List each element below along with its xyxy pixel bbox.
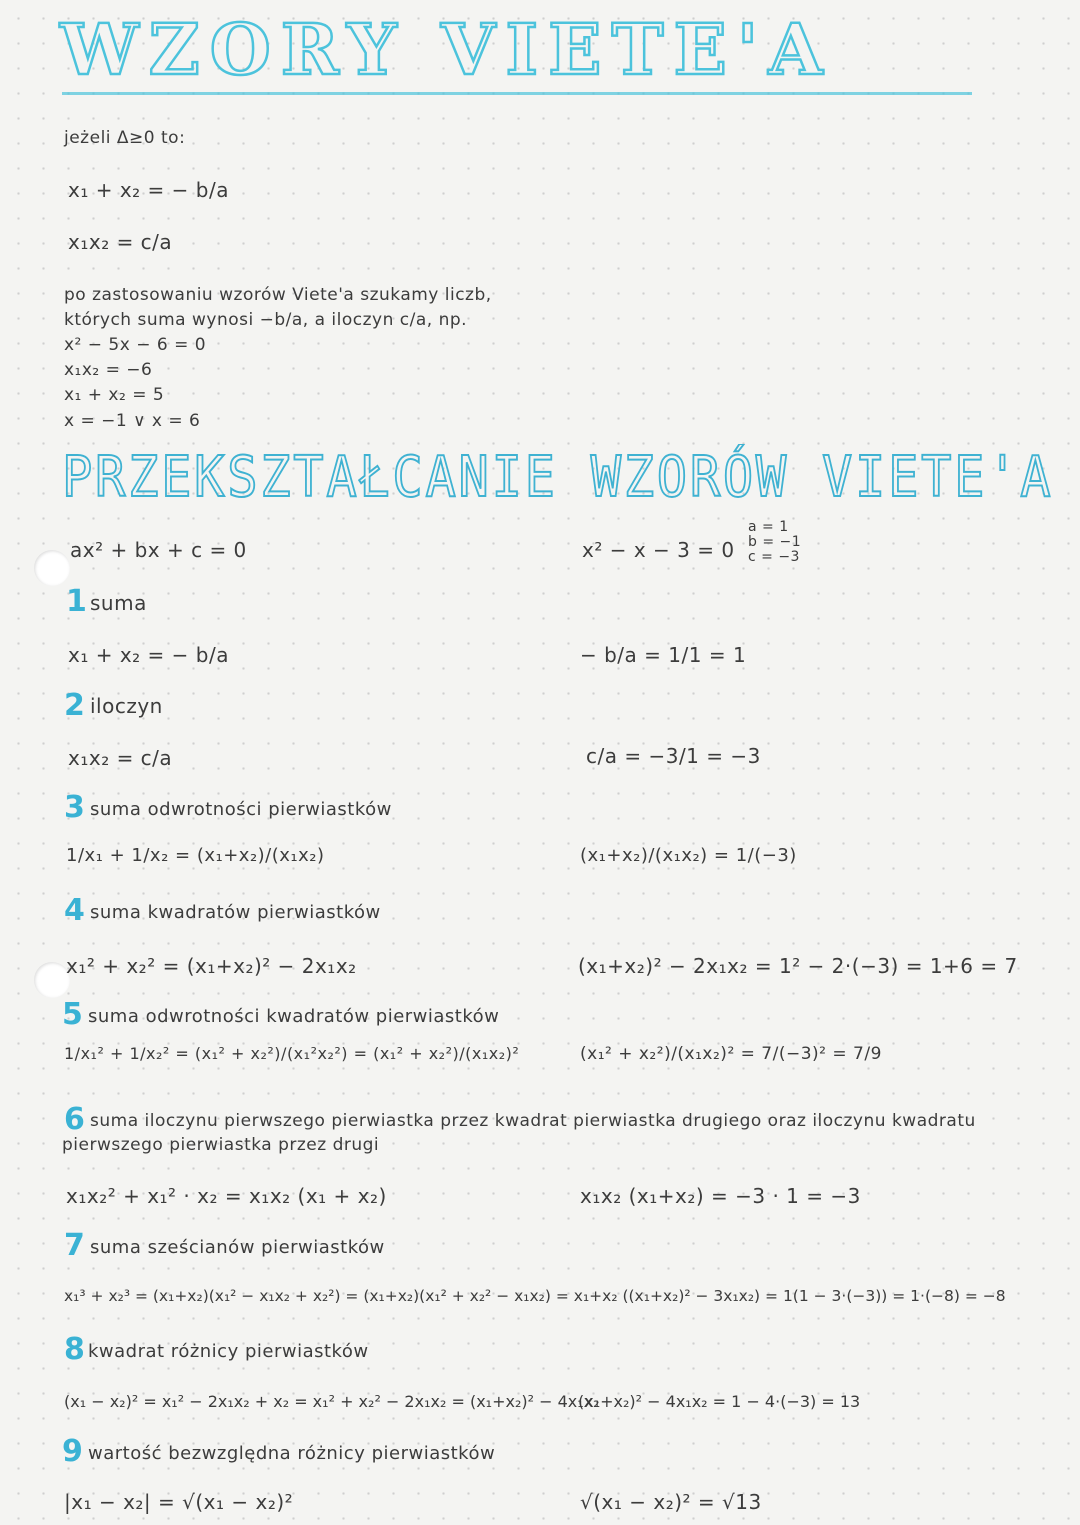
item-formula-4: x₁² + x₂² = (x₁+x₂)² − 2x₁x₂	[66, 954, 357, 978]
item-example-3: (x₁+x₂)/(x₁x₂) = 1/(−3)	[580, 845, 797, 866]
item-title-5: suma odwrotności kwadratów pierwiastków	[88, 1006, 500, 1027]
item-example-9: √(x₁ − x₂)² = √13	[580, 1490, 762, 1514]
intro-example-roots: x = −1 ∨ x = 6	[64, 411, 201, 431]
item-title-8: kwadrat różnicy pierwiastków	[88, 1341, 369, 1362]
item-title-2: iloczyn	[90, 694, 163, 718]
item-number-1: 1	[66, 584, 87, 619]
intro-text-line2: których suma wynosi −b/a, a iloczyn c/a, np.	[64, 310, 468, 330]
item-title-1: suma	[90, 591, 147, 615]
item-example-2: c/a = −3/1 = −3	[586, 744, 761, 768]
coefficient-b: b = −1	[748, 534, 802, 550]
item-number-2: 2	[64, 688, 85, 723]
general-equation: ax² + bx + c = 0	[70, 538, 247, 562]
binder-hole-bottom	[34, 962, 70, 998]
intro-example-product: x₁x₂ = −6	[64, 360, 153, 380]
item-example-1: − b/a = 1/1 = 1	[580, 643, 747, 667]
item-formula-2: x₁x₂ = c/a	[68, 746, 173, 770]
intro-example-equation: x² − 5x − 6 = 0	[64, 335, 207, 355]
item-example-6: x₁x₂ (x₁+x₂) = −3 · 1 = −3	[580, 1184, 861, 1208]
coefficient-c: c = −3	[748, 549, 800, 565]
item-number-7: 7	[64, 1228, 85, 1263]
item-title-6-line2: pierwszego pierwiastka przez drugi	[62, 1135, 380, 1155]
item-formula-7: x₁³ + x₂³ = (x₁+x₂)(x₁² − x₁x₂ + x₂²) = (x₁+x₂)(x₁² + x₂² − x₁x₂) = x₁+x₂ ((x₁+x₂)² − 3x₁x₂) = 1(1 − 3·(−3)) = 1·(−8) = −8	[64, 1287, 1006, 1305]
item-number-4: 4	[64, 893, 85, 928]
intro-text-line1: po zastosowaniu wzorów Viete'a szukamy liczb,	[64, 285, 492, 305]
intro-example-sum: x₁ + x₂ = 5	[64, 385, 165, 405]
item-formula-8: (x₁ − x₂)² = x₁² − 2x₁x₂ + x₂ = x₁² + x₂² − 2x₁x₂ = (x₁+x₂)² − 4x₁x₂	[64, 1392, 600, 1411]
item-number-9: 9	[62, 1434, 83, 1469]
item-title-6: suma iloczynu pierwszego pierwiastka przez kwadrat pierwiastka drugiego oraz iloczynu kwadratu	[90, 1111, 976, 1131]
item-number-3: 3	[64, 790, 85, 825]
item-title-9: wartość bezwzględna różnicy pierwiastków	[88, 1443, 496, 1464]
intro-product-formula: x₁x₂ = c/a	[68, 230, 173, 254]
item-example-4: (x₁+x₂)² − 2x₁x₂ = 1² − 2·(−3) = 1+6 = 7	[578, 954, 1018, 978]
item-title-3: suma odwrotności pierwiastków	[90, 799, 392, 820]
title-underline	[62, 92, 972, 95]
item-title-7: suma sześcianów pierwiastków	[90, 1237, 385, 1258]
section-title: PRZEKSZTAŁCANIE WZORÓW VIETE'A	[62, 445, 1054, 510]
condition-text: jeżeli Δ≥0 to:	[64, 128, 186, 148]
item-formula-3: 1/x₁ + 1/x₂ = (x₁+x₂)/(x₁x₂)	[66, 845, 325, 866]
intro-sum-formula: x₁ + x₂ = − b/a	[68, 178, 229, 202]
item-formula-9: |x₁ − x₂| = √(x₁ − x₂)²	[64, 1490, 294, 1514]
item-title-4: suma kwadratów pierwiastków	[90, 902, 381, 923]
item-example-8: (x₁+x₂)² − 4x₁x₂ = 1 − 4·(−3) = 13	[578, 1392, 861, 1411]
item-number-6: 6	[64, 1102, 85, 1137]
item-example-5: (x₁² + x₂²)/(x₁x₂)² = 7/(−3)² = 7/9	[580, 1044, 882, 1064]
example-equation: x² − x − 3 = 0	[582, 538, 735, 562]
item-formula-1: x₁ + x₂ = − b/a	[68, 643, 229, 667]
main-title: WZORY VIETE'A	[60, 8, 833, 91]
coefficient-a: a = 1	[748, 519, 789, 535]
item-formula-5: 1/x₁² + 1/x₂² = (x₁² + x₂²)/(x₁²x₂²) = (x₁² + x₂²)/(x₁x₂)²	[64, 1044, 520, 1063]
item-number-5: 5	[62, 997, 83, 1032]
item-number-8: 8	[64, 1332, 85, 1367]
binder-hole-top	[34, 550, 70, 586]
item-formula-6: x₁x₂² + x₁² · x₂ = x₁x₂ (x₁ + x₂)	[66, 1184, 387, 1208]
